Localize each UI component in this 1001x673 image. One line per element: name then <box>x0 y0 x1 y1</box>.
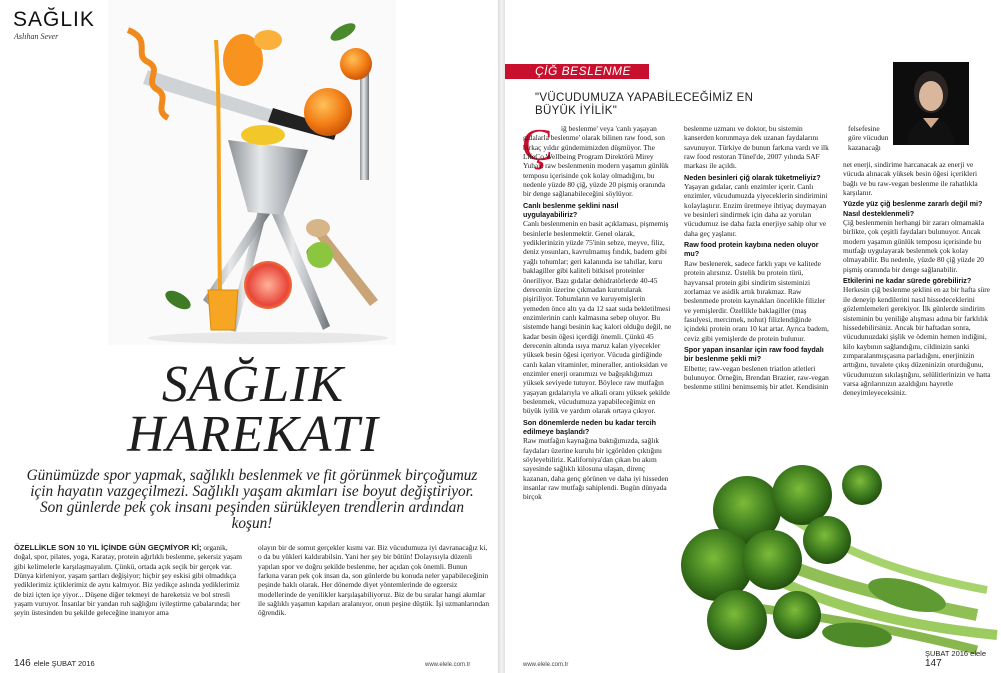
body-paragraph: net enerji, sindirime harcanacak az enerji ve vücuda alınacak yüksek besin öğesi içerikleri bağlı ve bu raw-vegan beslenme ile rahatlıkla karşılanır. <box>843 160 978 198</box>
left-page <box>0 0 498 673</box>
right-body-column-3 <box>843 160 993 480</box>
headline-line-1: SAĞLIK <box>161 356 345 413</box>
subheading: Raw food protein kaybına neden oluyor mu? <box>684 240 819 259</box>
body-text: olayın bir de somut gerçekler kısmı var. Biz vücudumuza iyi davranacağız ki, o da bu yükleri kaldırabilsin. Yani her şey bir bütün! Dolayısıyla düzenli yapılan spor ve doğru şekilde beslenme, her açıdan çok önemli. Bunun farkına varan pek çok insan da, son günlerde bu konuda neler yapabileceğinin peşinde haklı olarak. Her dönemde diyet yöntemlerinde de egzersiz modellerinde de yenilikler karşılaşabiliyoruz. Biz de bu sıralar hangi akımlar ile sağlıklı yaşamın kapıları aralanıyor, onun peşine düştük. İşi uzmanlarından öğrendik. <box>258 543 490 618</box>
subheading: Etkilerini ne kadar sürede görebiliriz? <box>843 276 972 286</box>
subheading: Canlı beslenme şeklini nasıl uygulayabiliriz? <box>523 200 619 220</box>
folio-text: elele ŞUBAT 2016 <box>33 659 95 668</box>
right-body-column-2 <box>684 124 833 502</box>
section-title: SAĞLIK <box>13 8 95 31</box>
lede: Günümüzde spor yapmak, sağlıklı beslenmek ve fit görünmek birçoğumuz için hayatın vazgeçilmezi. Sağlıklı yaşam akımları ise boyut değiştiriyor. Son günlerde pek çok insanı peşinden sürükleyen trendlerin ardından koşun! <box>26 467 478 532</box>
broccoli-photo <box>677 455 1001 660</box>
headline-line-2: HAREKATI <box>127 406 379 463</box>
subheading: Yüzde yüz çiğ beslenme zararlı değil mi? Nasıl desteklenmeli? <box>843 199 983 218</box>
left-body-column-1 <box>14 543 247 661</box>
body-paragraph: iğ beslenme' veya 'canlı yaşayan gıdalarla beslenme' olarak bilinen raw food, son birkaç yıldır gündemimizden düşmüyor. The LifeCo Wellbeing Program Direktörü Mirey Yuhay, raw beslenmenin modern yaşamın günlük temposu içerisinde çok kolay olmadığını, bu nedenle yüzde 80 çiğ, yüzde 20 pişmiş oranında bir denge sağlanabileceğini söylüyor. <box>523 124 669 199</box>
category-label: ÇİĞ BESLENME <box>535 64 632 78</box>
left-folio <box>14 658 95 669</box>
page-spine <box>498 0 505 673</box>
right-page <box>505 0 1001 673</box>
body-paragraph: Herkesin çiğ beslenme şeklini en az bir hafta süre ile deneyip kendilerini nasıl hissedeceklerini gözlemlemeleri gerekiyor. İlk günlerde sindirim sisteminin bu yeniliğe alışması adına bir farklılık hissedebilirsiniz. Ancak bir haftadan sonra, vücudunuzdaki şişlik ve ödemin hemen indiğini, kilo kaybının sağlandığını, cildinizin sanki zımparalanmışçasına parladığını, enerjinizin arttığını, tuvalete çıkış düzeninizin oturduğunu, vücudunuzun sıkılaştığını, selülitlerinizin ve hatta varsa ağrılarınızın azaldığını hayretle deneyimleyeceksiniz. <box>843 285 991 398</box>
author-byline: Aslıhan Sever <box>14 32 59 41</box>
right-body-column-1 <box>522 119 673 666</box>
right-folio <box>925 649 1001 669</box>
body-paragraph: Çiğ beslenmenin herhangi bir zararı olmamakla birlikte, çok çeşitli faydaları bulunuyor. Ancak modern yaşamın günlük temposu içerisinde bu mutfağı uygulayarak beslenmek çok kolay olmayabilir. Bu nedenle, yüzde 80 çiğ yüzde 20 pişmiş oranında bir denge sağlanabilir. <box>843 218 984 274</box>
right-body-column-3-top: felsefesine göre vücudun kazanacağı <box>848 124 889 152</box>
body-text: organik, doğal, spor, pilates, yoga, Karatay, protein ağırlıklı beslenme, şekersiz yaşam gibi kelimelerle karşılaşmayalım. Çünkü, ortada açık seçik bir gerçek var. Dünya kirleniyor, yaşam şartları değişiyor; hiçbir şey eskisi gibi olmadıkça yediklerimiz içtiklerimiz de aynı kalmıyor. Biz yedikçe aslında yediklerimiz de bizi içten içe yiyor... Düşene diğer tekmeyi de hareketsiz ve bol stresli yaşam vuruyor. İnsanlar bir yandan ruh sağlığını iyileştirme çabalarında; her şeyin üstesinden bu şekilde geleceğine inanıyor ama <box>14 543 243 618</box>
headline <box>108 356 398 463</box>
right-url: www.elele.com.tr <box>523 662 569 668</box>
pull-quote: "VÜCUDUMUZA YAPABİLECEĞİMİZ EN BÜYÜK İYİLİK" <box>535 92 754 117</box>
juicer-photo <box>108 0 396 345</box>
expert-portrait <box>893 62 969 145</box>
body-paragraph: Elbette; raw-vegan beslenen triatlon atletleri bulunuyor. Örneğin, Brendan Brazier, raw-vegan beslenme stilini benimsemiş bir atlet. Kendisinin <box>684 363 829 392</box>
category-bar <box>505 64 649 79</box>
folio-text: ŞUBAT 2016 elele <box>925 649 987 658</box>
page-number: 146 <box>14 658 31 669</box>
drop-cap: Ç <box>522 119 553 170</box>
body-paragraph: Yaşayan gıdalar, canlı enzimler içerir. Canlı enzimler, vücudumuzda yiyeceklerin sindirimini kolaylaştırır. Enzim üretmeye ihtiyaç duymayan ve besinleri sindirmek için daha az yorulan vücudumuz ise daha fazla enerjiye sahip olur ve daha geç yaşlanır. <box>684 182 828 238</box>
lead-in: ÖZELLİKLE SON 10 YIL İÇİNDE GÜN GEÇMİYOR Kİ; <box>14 543 202 552</box>
left-body-column-2 <box>258 543 490 661</box>
subheading: Son dönemlerde neden bu kadar tercih edilmeye başlandı? <box>523 417 656 436</box>
body-paragraph: Canlı beslenmenin en basit açıklaması, pişmemiş besinlerle beslenmektir. Genel olarak, yediklerinizin yüzde 75'inin sebze, meyve, filiz, deniz yosunları, kavrulmamış fındık, badem gibi yağlı tohumlar; geri kalanında ise tahıllar, kuru baklagiller gibi kaliteli bitkisel proteinler öneriliyor. Bazı gıdalar dehidratörlerde 40-45 derecenin üzerine çıkmadan kurutularak pişiriliyor. Tohumların ve kuruyemişlerin yemeden önce altı ya da 12 saat suda bekletilmesi enzimlerinin canlı kalmasına sebep oluyor. Bu sistemde hangi besinin kaç kalori olduğu değil, ne kadar besin öğesi içerdiği önemli. Çünkü 45 derecenin altında ısıya maruz kalan yiyecekler yüksek besin öğesi içeriyor. Vücuda girdiğinde canlı kalan vitaminler, mineraller, antioksidan ve enzimler enerji oranımızı ve bağışıklığımızı yüksek seviyede tutuyor. Böylece raw mutfağın yaşayan gıdalarıyla ve alkali oranı yüksek şekilde beslenmek, vücudumuza yapabileceğimiz en büyük iyilik ve yardım olarak ortaya çıkıyor. <box>523 219 672 416</box>
page-number: 147 <box>925 658 942 669</box>
body-paragraph: Raw beslenerek, sadece farklı yapı ve kalitede protein alırsınız. Üstelik bu protein türü, hayvansal protein gibi sindirim sisteminizi zorlamaz ve asidik artık bırakmaz. Raw beslenmede protein kaynakları öncelikle filizler ve yemişlerdir. Özellikle baklagiller (maş fasulyesi, mercimek, nohut) filizlendiğinde içindeki protein oranı 10 kat artar. Ayrıca badem, ceviz gibi yemişlerde de protein bulunur. <box>684 258 829 343</box>
left-url: www.elele.com.tr <box>425 662 471 668</box>
subheading: Neden besinleri çiğ olarak tüketmeliyiz? <box>684 172 821 182</box>
subheading: Spor yapan insanlar için raw food faydalı bir beslenme şekli mi? <box>684 344 824 364</box>
body-paragraph: beslenme uzmanı ve doktor, bu sistemin kanserden korunmaya dek uzanan faydalarını savunuyor. Türkiye de bunun farkına vardı ve ilk raw food restoran Tünel'de, 2007 yılında SAF markası ile açıldı. <box>684 124 829 171</box>
body-paragraph: Raw mutfağın kaynağına baktığımızda, sağlık faydaları üzerine kurulu bir içgörüden çıktığını söyleyebiliriz. Kaliforniya'dan çıkan bu akım sayesinde sağlıklı kilosuna ulaşan, direnç kazanan, daha genç görünen ve daha iyi hisseden insanlar raw mutfağı sahiplendi. Bugün dünyada birçok <box>523 436 669 502</box>
